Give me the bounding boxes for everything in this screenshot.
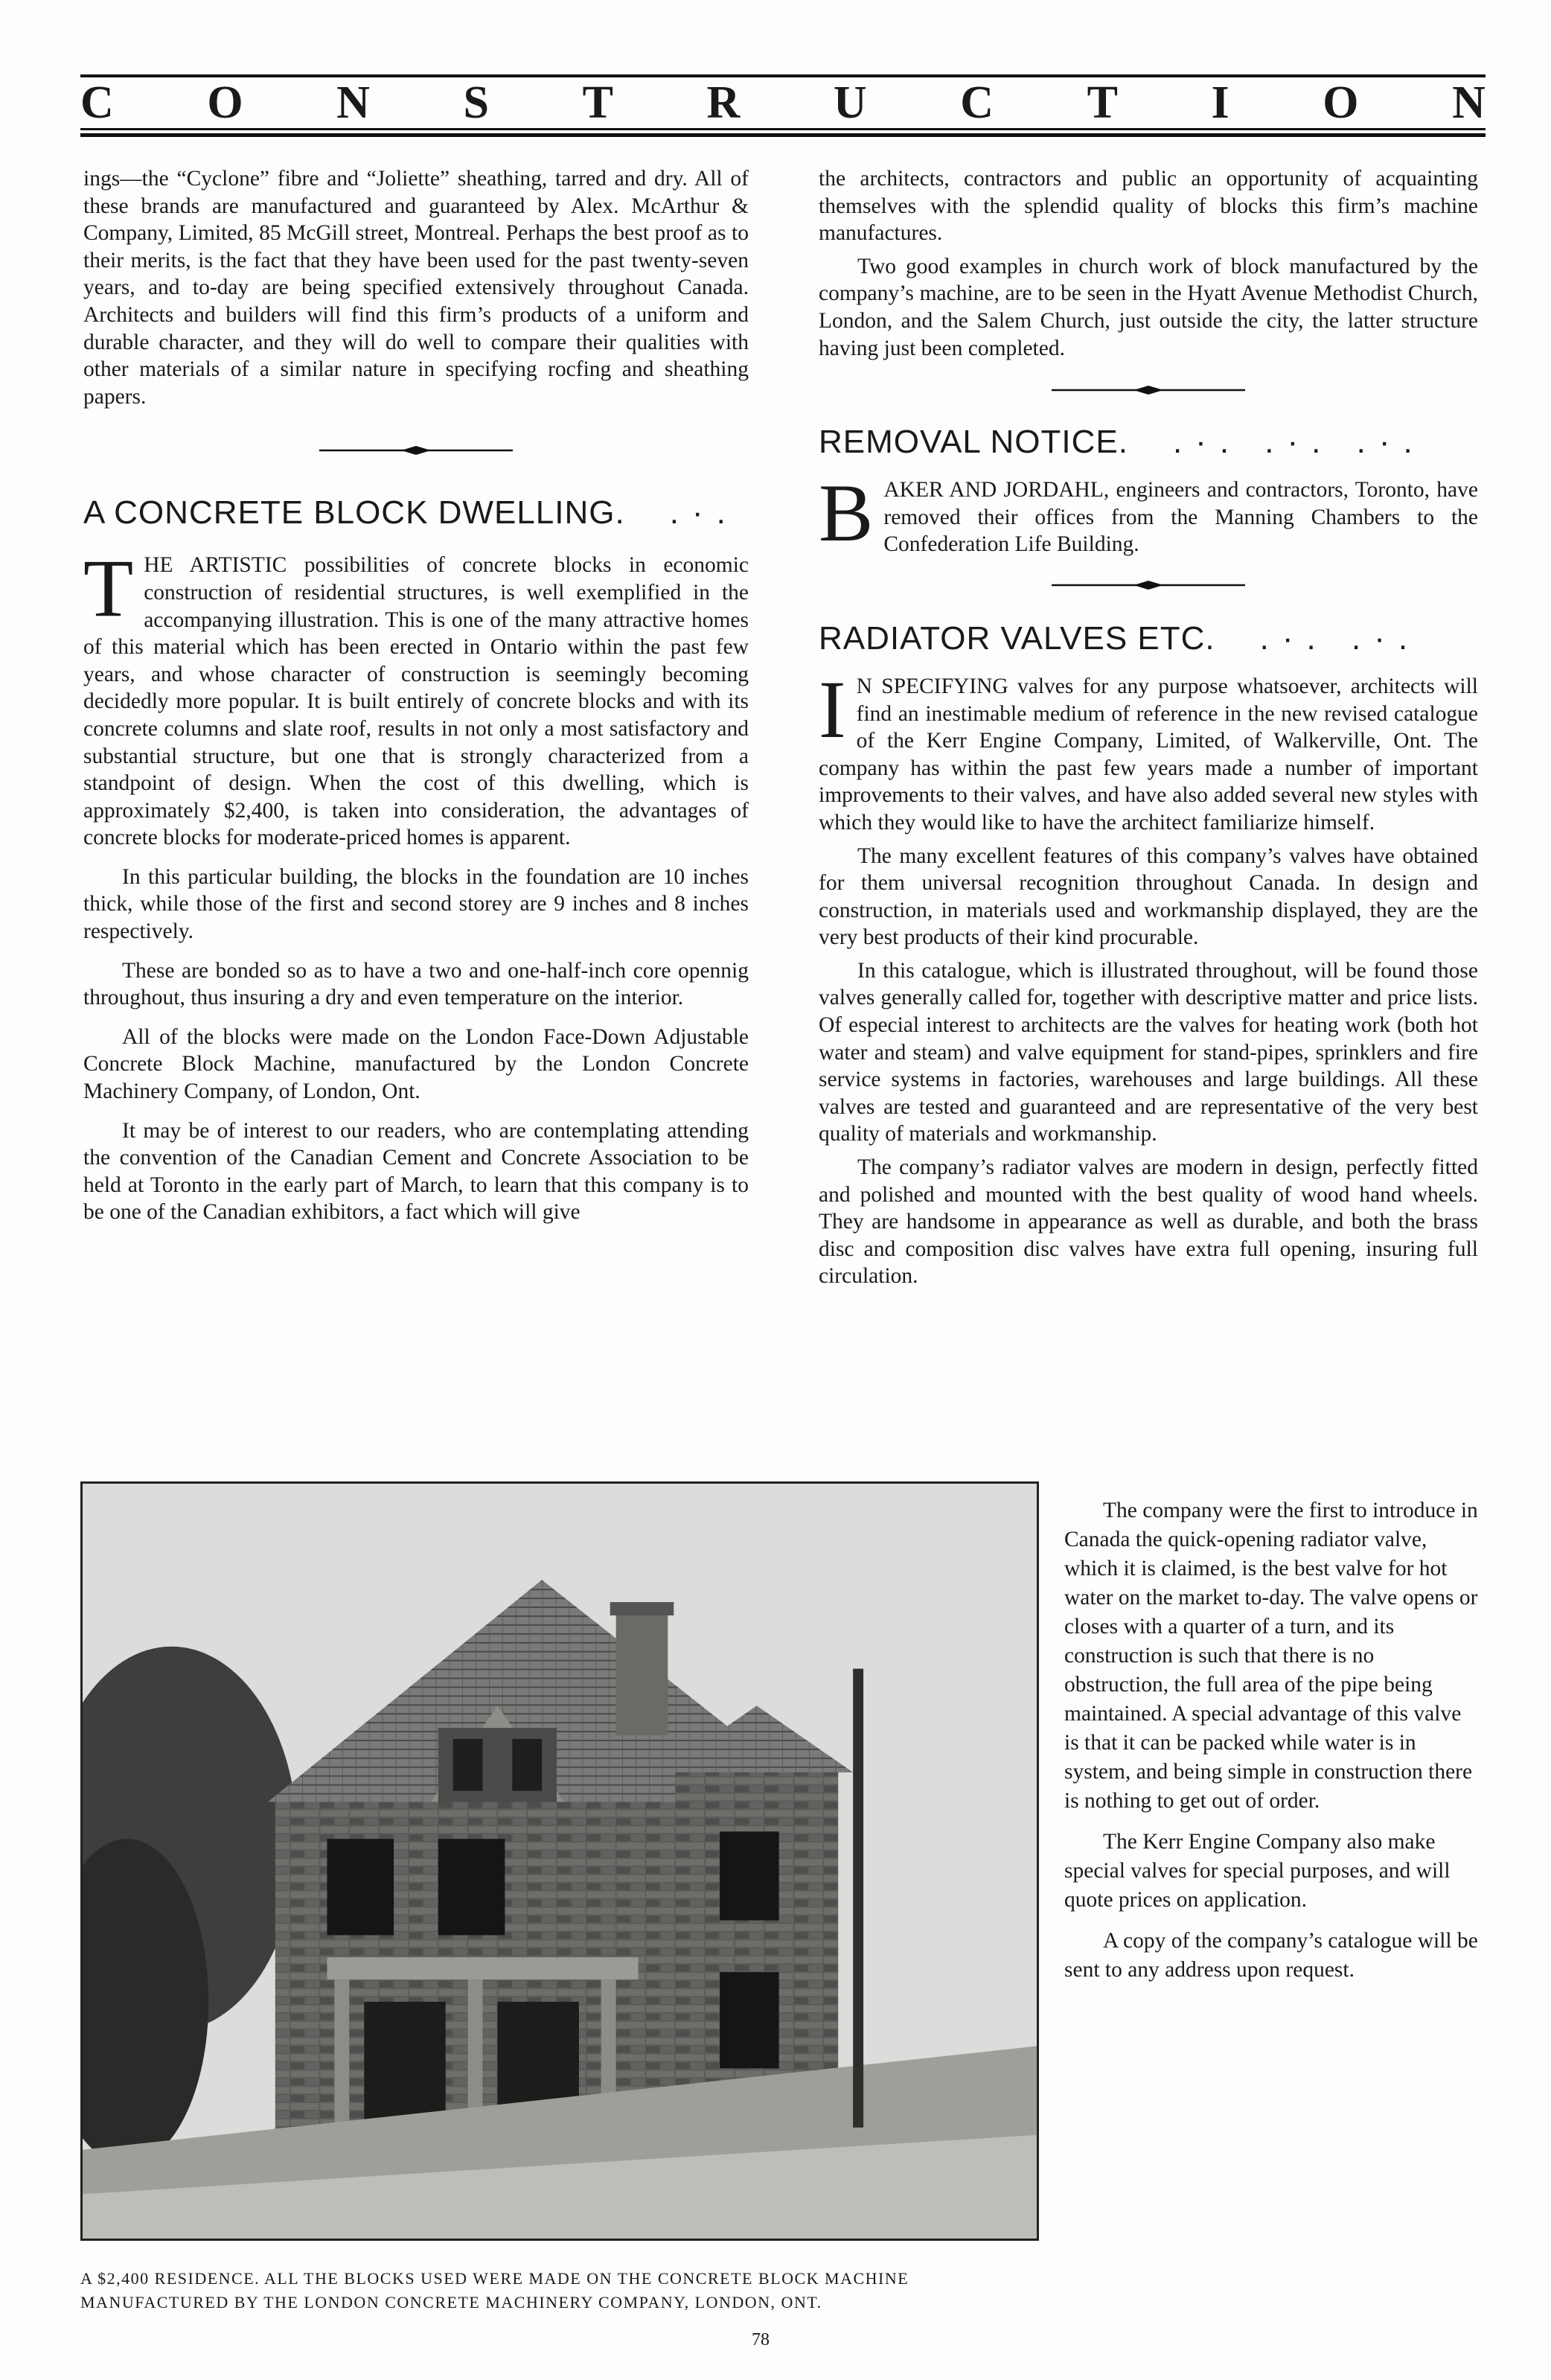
masthead-title: [80, 77, 1486, 128]
house-illustration: [83, 1484, 1037, 2239]
masthead-letter: O: [207, 77, 243, 128]
photo-caption: A $2,400 RESIDENCE. ALL THE BLOCKS USED WERE MADE ON THE CONCRETE BLOCK MACHINE MANUFACTURED BY THE LONDON CONCRETE MACHINERY COMPANY, LONDON, ONT.: [80, 2269, 909, 2312]
section-divider-ornament: [1052, 384, 1245, 396]
page-number: 78: [752, 2330, 770, 2349]
paragraph-text: N SPECIFYING valves for any purpose whatsoever, architects will find an inestimable medium of reference in the new revised catalogue of the Kerr Engine Company, Limited, of Walkerville, Ont. The company has within the past few years made a number of important improvements to their valves, and have also added several new styles with which they would like to have the architect familiarize himself.: [819, 674, 1478, 835]
masthead-bottom-rule-thick: [80, 133, 1486, 137]
article-paragraph: The company were the first to introduce in Canada the quick-opening radiator valve, which it is claimed, is the best valve for hot water on the market to-day. The valve opens or closes with a quarter of a turn, and its construction is such that there is no obstruction, the full area of the pipe being maintained. A special advantage of this valve is that it can be packed while water is in system, and being simple in construction there is nothing to get out of order.: [1064, 1499, 1478, 1813]
masthead-letter: T: [582, 77, 613, 128]
left-column: [83, 165, 749, 1232]
drop-cap: B: [819, 468, 874, 559]
masthead-letter: S: [463, 77, 490, 128]
section-divider-ornament: [1052, 579, 1245, 591]
masthead-bottom-rule: [80, 128, 1486, 130]
article-paragraph: The Kerr Engine Company also make special valves for special purposes, and will quote prices on application.: [1064, 1830, 1451, 1912]
masthead-letter: C: [80, 77, 114, 128]
masthead-letter: C: [960, 77, 994, 128]
masthead-letter: N: [336, 77, 370, 128]
article-paragraph: A copy of the company’s catalogue will be sent to any address upon request.: [1064, 1929, 1478, 1982]
article-paragraph: The many excellent features of this company’s valves have obtained for them universal recognition throughout Canada. In design and construction, in materials used and workmanship displayed, they are the very best products of their kind procurable.: [819, 843, 1478, 950]
section-divider-ornament: [319, 444, 513, 456]
residence-photograph: [80, 1481, 1039, 2241]
heading-dots: .·. .·.: [1259, 619, 1422, 657]
removal-notice-heading: [819, 421, 1478, 463]
article-paragraph: All of the blocks were made on the London Face-Down Adjustable Concrete Block Machine, manufactured by the London Concrete Machinery Company, of London, Ont.: [83, 1024, 749, 1104]
heading-dots: .·. .·. .·.: [1172, 424, 1426, 461]
drop-cap: T: [83, 543, 134, 634]
masthead: [80, 74, 1486, 137]
heading-text: A CONCRETE BLOCK DWELLING.: [83, 494, 625, 532]
article-continuation: ings—the “Cyclone” fibre and “Joliette” sheathing, tarred and dry. All of these brands are manufactured and guaranteed by Alex. McArthur & Company, Limited, 85 McGill street, Montreal. Perhaps the best proof as to their merits, is the fact that they have been used for the past twenty-seven years, and to-day are being specified extensively throughout Canada. Architects and builders will find this firm’s products of a uniform and durable character, and they will do well to compare their qualities with other materials of a similar nature in specifying rocfing and sheathing papers.: [83, 167, 749, 409]
removal-notice-paragraph: [819, 468, 1478, 559]
narrow-column: [1064, 1496, 1478, 1991]
masthead-letter: O: [1323, 77, 1359, 128]
right-column: [819, 165, 1478, 1296]
article-heading: [83, 492, 749, 534]
drop-cap: I: [819, 663, 846, 755]
article-paragraph: These are bonded so as to have a two and one-half-inch core opennig throughout, thus insuring a dry and even temperature on the interior.: [83, 958, 749, 1010]
masthead-letter: T: [1087, 77, 1118, 128]
masthead-top-rule: [80, 74, 1486, 77]
paragraph-text: HE ARTISTIC possibilities of concrete blocks in economic construction of residential structures, is well exemplified in the accompanying illustration. This is one of the many attractive homes of this material which has been erected in Ontario within the past few years, and whose character of construction is seemingly becoming decidedly more popular. It is built entirely of concrete blocks and with its concrete columns and slate roof, results in not only a most satisfactory and substantial structure, but one that is strongly characterized from a standpoint of design. When the cost of this dwelling, which is approximately $2,400, is taken into consideration, the advantages of concrete blocks for moderate-priced homes is apparent.: [83, 553, 749, 850]
heading-text: REMOVAL NOTICE.: [819, 424, 1128, 461]
article-lead-paragraph: [819, 663, 1478, 837]
article-lead-paragraph: [83, 543, 749, 852]
masthead-letter: U: [833, 77, 867, 128]
masthead-letter: R: [706, 77, 741, 128]
article-paragraph: In this catalogue, which is illustrated throughout, will be found those valves generally called for, together with descriptive matter and price lists. Of especial interest to architects are the valves for heating work (both hot water and steam) and valve equipment for stand-pipes, sprinklers and fire service systems in factories, warehouses and large buildings. All these valves are tested and guaranteed and are representative of the very best quality of materials and workmanship.: [819, 958, 1478, 1146]
article-paragraph: It may be of interest to our readers, who are contemplating attending the convention of the Canadian Cement and Concrete Association to be held at Toronto in the early part of March, to learn that this company is to be one of the Canadian exhibitors, a fact which will give: [83, 1118, 749, 1225]
paragraph-text: AKER AND JORDAHL, engineers and contractors, Toronto, have removed their offices from the Manning Chambers to the Confederation Life Building.: [883, 478, 1478, 557]
heading-text: RADIATOR VALVES ETC.: [819, 619, 1215, 657]
article-paragraph: In this particular building, the blocks in the foundation are 10 inches thick, while those of the first and second storey are 9 inches and 8 inches respectively.: [83, 864, 749, 944]
radiator-valves-heading: [819, 618, 1478, 660]
article-paragraph: The company’s radiator valves are modern in design, perfectly fitted and polished and mounted with the best quality of wood hand wheels. They are handsome in appearance as well as durable, and both the brass disc and composition disc valves have extra full opening, insuring full circulation.: [819, 1155, 1478, 1289]
heading-dots: .·.: [669, 494, 739, 532]
masthead-letter: I: [1211, 77, 1229, 128]
article-continuation: the architects, contractors and public an opportunity of acquainting themselves with the splendid quality of blocks this firm’s machine manufactures.: [819, 167, 1478, 246]
article-paragraph: Two good examples in church work of block manufactured by the company’s machine, are to be seen in the Hyatt Avenue Methodist Church, London, and the Salem Church, just outside the city, the latter structure having just been completed.: [819, 254, 1478, 360]
masthead-letter: N: [1452, 77, 1486, 128]
